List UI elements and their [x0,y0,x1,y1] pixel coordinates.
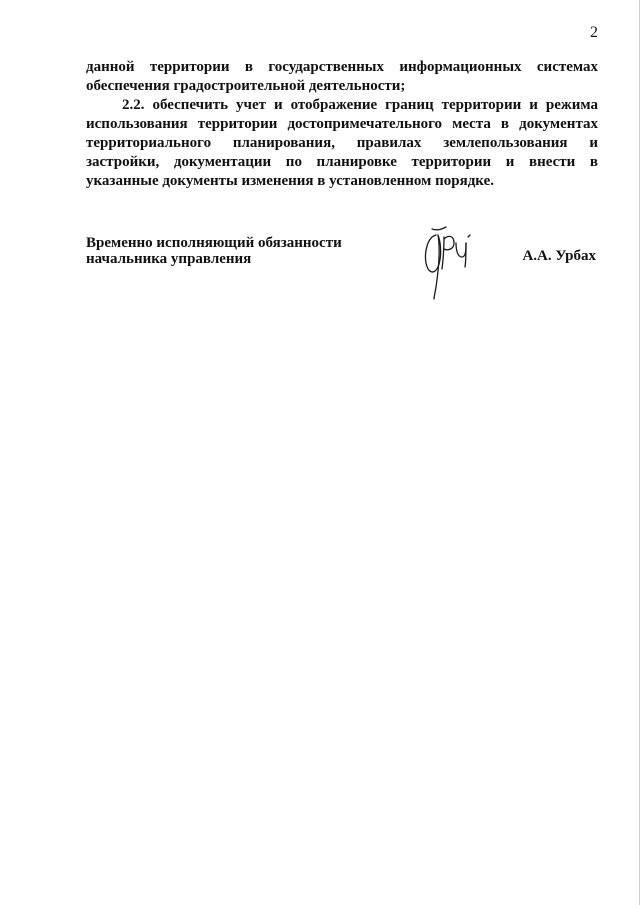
signer-title [86,235,342,267]
signer-title-line-1: Временно исполняющий обязанности [86,235,342,251]
paragraph-2-2: 2.2. обеспечить учет и отображение границ территории и режима использования территории достопримечательного места в документах территориального планирования, правилах землепользования и застройки, документации по планировке территории и внести в указанные документы изменения в установленном порядке. [86,97,598,189]
page-number: 2 [590,24,598,41]
signer-name: А.А. Урбах [522,248,596,264]
handwritten-signature [414,217,482,301]
paragraph-continuation: данной территории в государственных информационных системах обеспечения градостроительной деятельности; [86,59,598,94]
signer-title-line-2: начальника управления [86,251,252,267]
document-body [86,58,598,191]
signature-block [86,235,598,305]
